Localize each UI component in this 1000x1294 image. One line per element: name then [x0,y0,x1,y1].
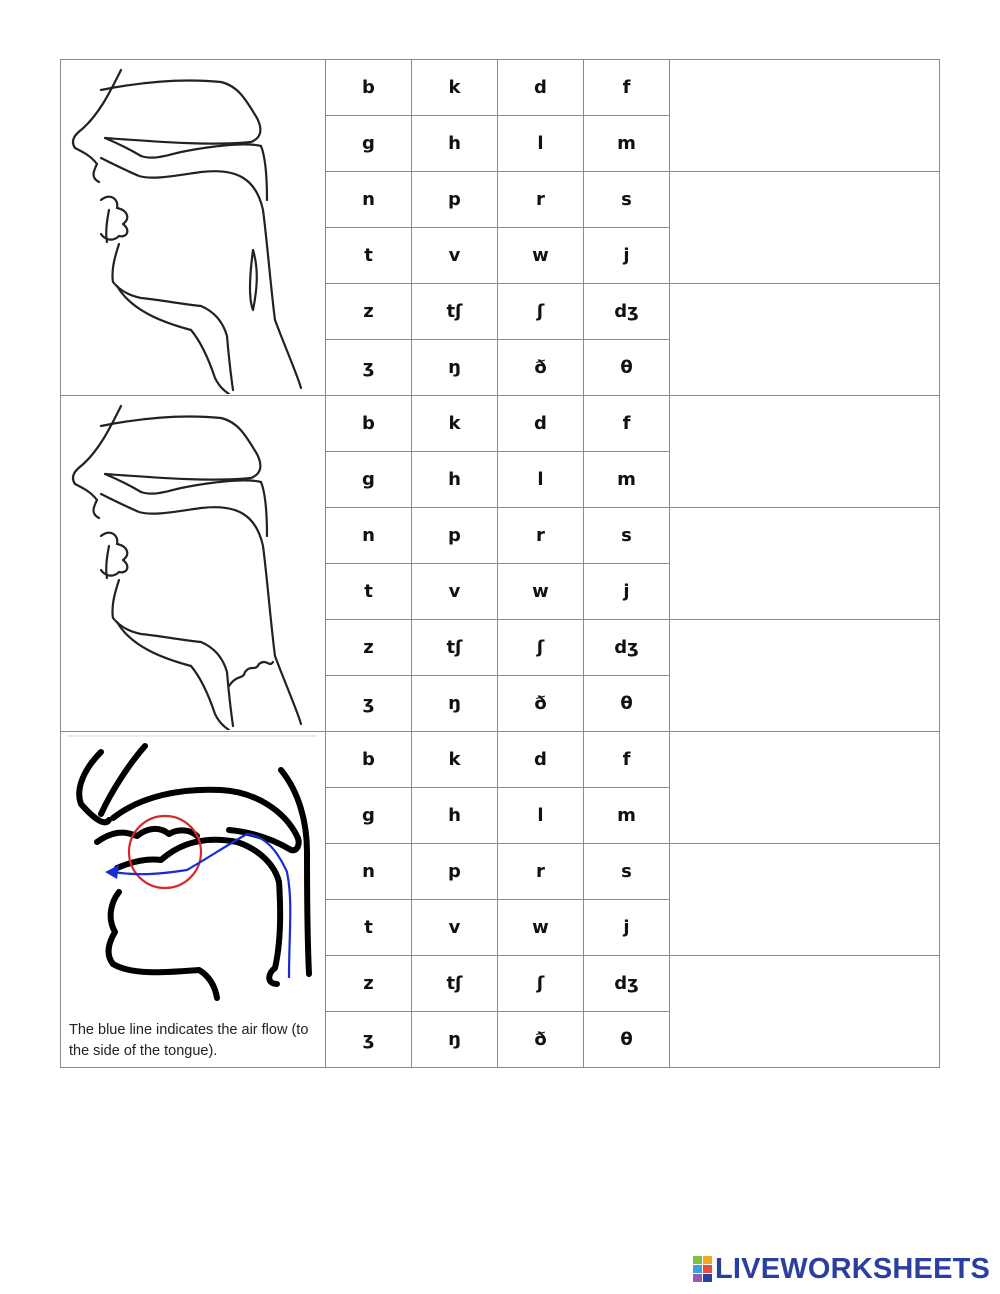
symbol-cell: t [326,228,412,284]
symbol-cell: g [326,452,412,508]
symbol-cell: g [326,788,412,844]
symbol-cell: r [498,508,584,564]
symbol-cell: p [412,172,498,228]
logo-badge-icon [693,1256,712,1282]
symbol-cell: n [326,844,412,900]
symbol-cell: n [326,172,412,228]
symbol-cell: ð [498,340,584,396]
symbol-cell: d [498,60,584,116]
symbol-cell: f [584,60,670,116]
symbol-cell: w [498,228,584,284]
symbol-cell: h [412,452,498,508]
diagram-cell [61,732,326,1068]
symbol-cell: f [584,732,670,788]
symbol-cell: dʒ [584,620,670,676]
symbol-cell: t [326,900,412,956]
symbol-cell: f [584,396,670,452]
answer-box[interactable] [670,172,940,284]
symbol-cell: s [584,844,670,900]
symbol-cell: k [412,60,498,116]
symbol-cell: v [412,228,498,284]
symbol-cell: h [412,116,498,172]
logo-text: LIVEWORKSHEETS [715,1252,991,1285]
symbol-cell: ʃ [498,956,584,1012]
symbol-cell: t [326,564,412,620]
symbol-cell: θ [584,1012,670,1068]
symbol-cell: ð [498,676,584,732]
symbol-cell: k [412,396,498,452]
symbol-cell: m [584,452,670,508]
symbol-cell: z [326,620,412,676]
symbol-cell: p [412,844,498,900]
diagram-cell [61,60,326,396]
symbol-cell: ŋ [412,340,498,396]
symbol-cell: dʒ [584,284,670,340]
symbol-cell: θ [584,676,670,732]
symbol-cell: g [326,116,412,172]
symbol-cell: ʒ [326,1012,412,1068]
symbol-cell: b [326,732,412,788]
table-row [61,396,940,452]
symbol-cell: l [498,788,584,844]
symbol-cell: w [498,564,584,620]
symbol-cell: m [584,788,670,844]
symbol-cell: z [326,284,412,340]
symbol-cell: j [584,900,670,956]
symbol-cell: b [326,396,412,452]
symbol-cell: b [326,60,412,116]
answer-box[interactable] [670,844,940,956]
symbol-cell: m [584,116,670,172]
answer-box[interactable] [670,620,940,732]
phonetics-worksheet-table [60,59,940,1068]
symbol-cell: n [326,508,412,564]
answer-box[interactable] [670,396,940,508]
answer-box[interactable] [670,956,940,1068]
symbol-cell: θ [584,340,670,396]
symbol-cell: ʃ [498,284,584,340]
symbol-cell: r [498,844,584,900]
symbol-cell: s [584,172,670,228]
worksheet-body [61,60,940,1068]
mouth-airflow-icon [61,732,325,1012]
symbol-cell: d [498,396,584,452]
answer-box[interactable] [670,732,940,844]
symbol-cell: z [326,956,412,1012]
symbol-cell: h [412,788,498,844]
symbol-cell: w [498,900,584,956]
answer-box[interactable] [670,284,940,396]
symbol-cell: tʃ [412,284,498,340]
symbol-cell: j [584,228,670,284]
symbol-cell: l [498,452,584,508]
symbol-cell: tʃ [412,956,498,1012]
symbol-cell: ŋ [412,676,498,732]
symbol-cell: ð [498,1012,584,1068]
table-row [61,60,940,116]
symbol-cell: k [412,732,498,788]
answer-box[interactable] [670,60,940,172]
head-profile-icon [61,60,325,394]
symbol-cell: dʒ [584,956,670,1012]
diagram-cell [61,396,326,732]
symbol-cell: ŋ [412,1012,498,1068]
diagram-caption: The blue line indicates the air flow (to the side of the tongue). [69,1022,309,1059]
symbol-cell: p [412,508,498,564]
symbol-cell: j [584,564,670,620]
symbol-cell: s [584,508,670,564]
symbol-cell: l [498,116,584,172]
liveworksheets-logo [693,1253,990,1285]
head-profile-icon [61,396,325,730]
symbol-cell: v [412,564,498,620]
symbol-cell: ʒ [326,340,412,396]
table-row [61,732,940,788]
answer-box[interactable] [670,508,940,620]
symbol-cell: ʃ [498,620,584,676]
symbol-cell: r [498,172,584,228]
symbol-cell: ʒ [326,676,412,732]
symbol-cell: tʃ [412,620,498,676]
symbol-cell: d [498,732,584,788]
symbol-cell: v [412,900,498,956]
